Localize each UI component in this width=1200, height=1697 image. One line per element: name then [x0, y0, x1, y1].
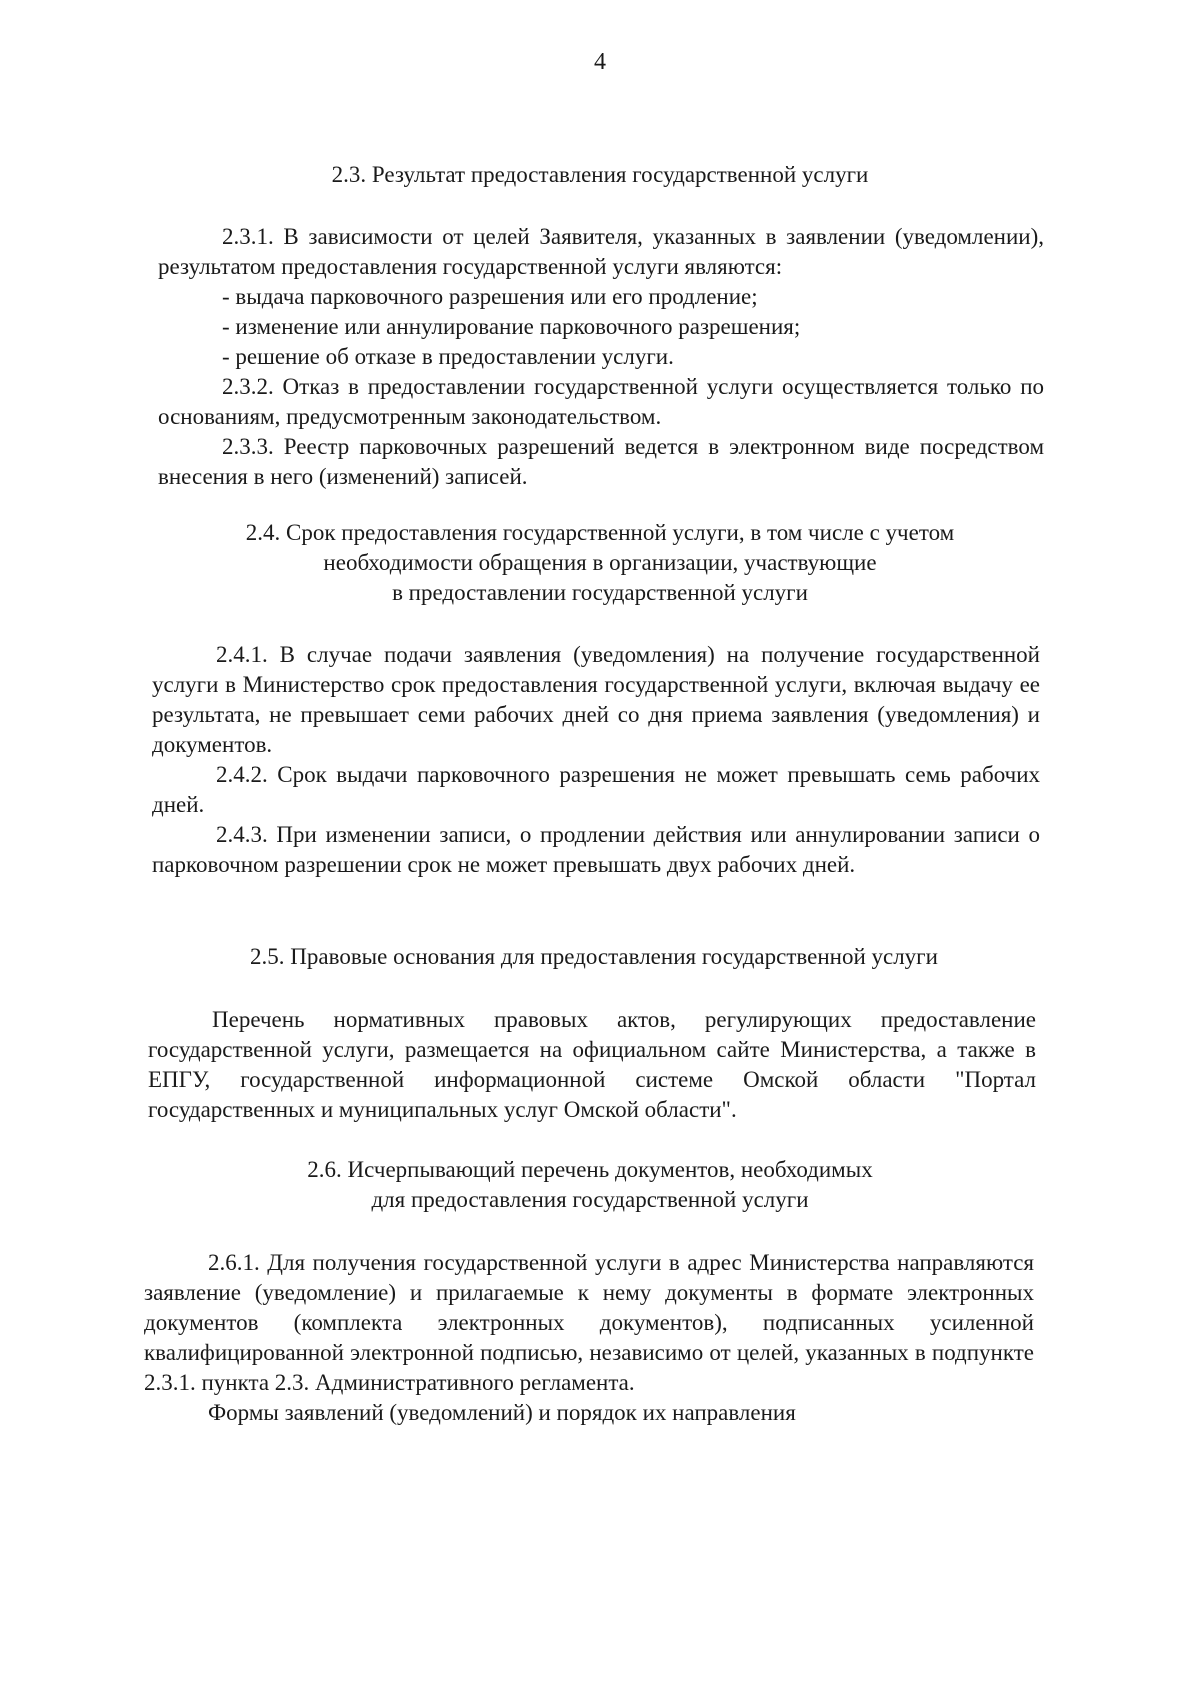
- section-2-4-heading: [160, 518, 1040, 608]
- section-2-3-body: [158, 222, 1044, 492]
- paragraph-2-3-1: 2.3.1. В зависимости от целей Заявителя, указанных в заявлении (уведомлении), результатом предоставления государственной услуги являются:: [158, 224, 1044, 279]
- paragraph-2-4-3: 2.4.3. При изменении записи, о продлении действия или аннулировании записи о парковочном разрешении срок не может превышать двух рабочих дней.: [152, 822, 1040, 877]
- section-2-6-body: [144, 1248, 1034, 1428]
- section-2-6-heading: [150, 1155, 1030, 1215]
- paragraph-2-4-1: 2.4.1. В случае подачи заявления (уведомления) на получение государственной услуги в Министерство срок предоставления государственной услуги, включая выдачу ее результата, не превышает семи рабочих дней со дня приема заявления (уведомления) и документов.: [152, 642, 1040, 757]
- paragraph-2-6-1: 2.6.1. Для получения государственной услуги в адрес Министерства направляются заявление (уведомление) и прилагаемые к нему документы в формате электронных документов (комплекта электронных документов), подписанных усиленной квалифицированной электронной подписью, независимо от целей, указанных в подпункте 2.3.1. пункта 2.3. Административного регламента.: [144, 1250, 1034, 1395]
- paragraph-2-5-1: Перечень нормативных правовых актов, регулирующих предоставление государственной услуги, размещается на официальном сайте Министерства, а также в ЕПГУ, государственной информационной системе Омской области "Портал государственных и муниципальных услуг Омской области".: [148, 1007, 1036, 1122]
- section-2-4-body: [152, 640, 1040, 880]
- section-2-5-heading-text: 2.5. Правовые основания для предоставления государственной услуги: [250, 944, 938, 969]
- section-2-3-heading: [160, 160, 1040, 190]
- paragraph-2-3-2: 2.3.2. Отказ в предоставлении государственной услуги осуществляется только по основаниям, предусмотренным законодательством.: [158, 374, 1044, 429]
- section-2-5-heading: [150, 942, 1038, 972]
- section-2-3-heading-text: 2.3. Результат предоставления государственной услуги: [331, 162, 869, 187]
- paragraph-2-3-3: 2.3.3. Реестр парковочных разрешений ведется в электронном виде посредством внесения в него (изменений) записей.: [158, 434, 1044, 489]
- list-item: - решение об отказе в предоставлении услуги.: [222, 344, 674, 369]
- section-2-6-heading-line: 2.6. Исчерпывающий перечень документов, необходимых: [307, 1157, 873, 1182]
- section-2-4-heading-line: 2.4. Срок предоставления государственной услуги, в том числе с учетом: [245, 520, 955, 545]
- section-2-6-heading-line: для предоставления государственной услуги: [371, 1187, 809, 1212]
- paragraph-2-6-2: Формы заявлений (уведомлений) и порядок их направления: [208, 1400, 796, 1425]
- list-item: - выдача парковочного разрешения или его продление;: [222, 284, 758, 309]
- section-2-5-body: [148, 1005, 1036, 1125]
- list-item: - изменение или аннулирование парковочного разрешения;: [222, 314, 801, 339]
- page-number: 4: [594, 49, 606, 75]
- section-2-4-heading-line: в предоставлении государственной услуги: [392, 580, 808, 605]
- section-2-4-heading-line: необходимости обращения в организации, участвующие: [323, 550, 877, 575]
- paragraph-2-4-2: 2.4.2. Срок выдачи парковочного разрешения не может превышать семь рабочих дней.: [152, 762, 1040, 817]
